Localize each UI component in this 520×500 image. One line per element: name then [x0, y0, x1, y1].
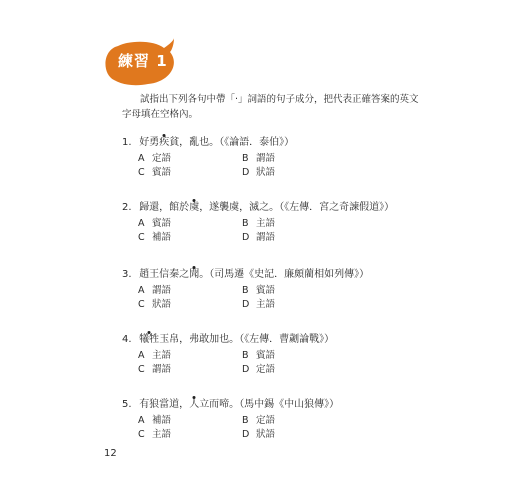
- source-citation: （司馬遷《史記．廉頗藺相如列傳》）: [209, 269, 370, 280]
- option-d[interactable]: D 定語: [242, 364, 276, 375]
- option-d[interactable]: D 狀語: [242, 429, 276, 440]
- dotted-word: 犧牲: [139, 334, 160, 345]
- option-c[interactable]: C 補語: [138, 232, 172, 243]
- source-citation: （馬中錫《中山狼傳》）: [239, 399, 340, 410]
- sentence-part: 玉帛，弗敢加也。: [159, 334, 240, 345]
- option-b[interactable]: B 賓語: [242, 350, 276, 361]
- page-number: 12: [104, 448, 117, 459]
- question-text: [122, 200, 412, 215]
- option-c[interactable]: C 謂語: [138, 364, 172, 375]
- question-number: 4.: [122, 334, 132, 345]
- options: [122, 284, 412, 312]
- option-a[interactable]: A 謂語: [138, 285, 172, 296]
- sentence-part: 立而啼。: [199, 399, 240, 410]
- question-text: [122, 267, 412, 282]
- sentence-part: 趙王信秦之: [139, 269, 190, 280]
- sentence-part: 有狼當道，: [139, 399, 190, 410]
- option-a[interactable]: A 賓語: [138, 218, 172, 229]
- question-item: [122, 267, 412, 312]
- source-citation: （《論語．泰伯》）: [219, 137, 295, 148]
- exercise-badge: [104, 36, 176, 90]
- question-text: [122, 332, 412, 347]
- question-item: [122, 135, 412, 180]
- dotted-word: 聞: [189, 269, 200, 280]
- options: [122, 414, 412, 442]
- option-b[interactable]: B 定語: [242, 415, 276, 426]
- instructions: 試指出下列各句中帶「‧」詞語的句子成分，把代表正確答案的英文字母填在空格內。: [122, 94, 419, 120]
- option-b[interactable]: B 謂語: [242, 153, 276, 164]
- source-citation: （《左傳．曹劌論戰》）: [239, 334, 335, 345]
- question-list: [122, 135, 412, 462]
- question-number: 3.: [122, 269, 132, 280]
- question-number: 2.: [122, 202, 132, 213]
- option-a[interactable]: A 主語: [138, 350, 172, 361]
- option-b[interactable]: B 賓語: [242, 285, 276, 296]
- sentence-part: 歸還，館於: [139, 202, 190, 213]
- option-a[interactable]: A 定語: [138, 153, 172, 164]
- sentence-part: ，遂襲虞，滅之。: [199, 202, 280, 213]
- sentence-part: 。: [199, 269, 210, 280]
- option-c[interactable]: C 賓語: [138, 167, 172, 178]
- sentence-part: 好勇: [139, 137, 160, 148]
- exercise-title: 練習 1: [118, 52, 168, 70]
- option-d[interactable]: D 狀語: [242, 167, 276, 178]
- question-number: 1.: [122, 137, 132, 148]
- option-d[interactable]: D 謂語: [242, 232, 276, 243]
- question-text: [122, 135, 412, 150]
- question-number: 5.: [122, 399, 132, 410]
- question-text: [122, 397, 412, 412]
- question-item: [122, 332, 412, 377]
- option-d[interactable]: D 主語: [242, 299, 276, 310]
- options: [122, 217, 412, 245]
- sentence-part: 貧，亂也。: [169, 137, 220, 148]
- source-citation: （《左傳．宮之奇諫假道》）: [279, 202, 395, 213]
- options: [122, 349, 412, 377]
- dotted-word: 人: [189, 399, 200, 410]
- question-item: [122, 397, 412, 442]
- option-c[interactable]: C 狀語: [138, 299, 172, 310]
- dotted-word: 疾: [159, 137, 170, 148]
- option-c[interactable]: C 主語: [138, 429, 172, 440]
- option-a[interactable]: A 補語: [138, 415, 172, 426]
- option-b[interactable]: B 主語: [242, 218, 276, 229]
- question-item: [122, 200, 412, 245]
- options: [122, 152, 412, 180]
- dotted-word: 虞: [189, 202, 200, 213]
